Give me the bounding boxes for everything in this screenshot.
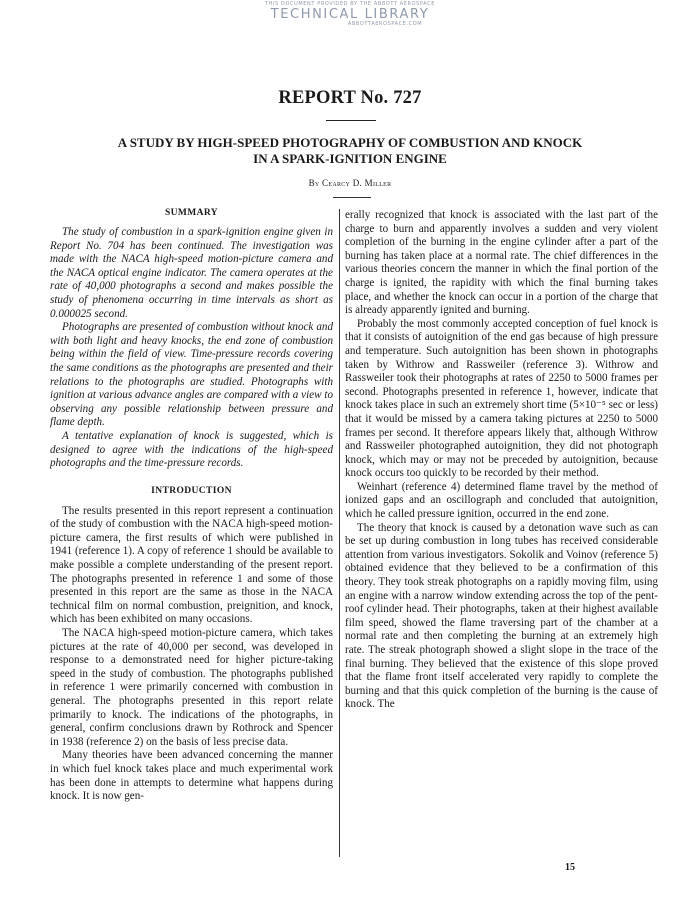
left-column bbox=[50, 207, 333, 804]
body-paragraph: The NACA high-speed motion-picture camera, which takes pictures at the rate of 40,000 per second, was developed in response to a demonstrated need for higher picture-taking speed in the study of combustion. The photographs published in reference 1 were primarily concerned with combustion in general. The photographs presented in this report relate primarily to knock. The indications of the photographs, in general, confirm conclusions drawn by Rothrock and Spencer in 1938 (reference 2) on the basis of less precise data. bbox=[50, 627, 333, 748]
watermark-url: ABBOTTAEROSPACE.COM bbox=[347, 21, 423, 27]
body-paragraph: Probably the most commonly accepted conception of fuel knock is that it consists of autoignition of the end gas because of high pressure and temperature. Such autoignition has been shown in photographs taken by Withrow and Rassweiler (reference 3). Withrow and Rassweiler took their photographs at rates of 2250 to 5000 frames per second. Photographs presented in reference 1, however, indicate that knock takes place in such an extremely short time (5×10⁻⁵ sec or less) that it would be missed by a camera taking pictures at 2250 to 5000 frames per second. It therefore appears likely that, although Withrow and Rassweiler photographed autoignition, they did not photograph knock, which may or may not be preceded by autoignition, because knock occurs too quickly to be recorded by their method. bbox=[345, 317, 658, 480]
summary-paragraph: The study of combustion in a spark-ignition engine given in Report No. 704 has been continued. The investigation was made with the NACA high-speed motion-picture camera and the NACA optical engine indicator. The camera operates at the rate of 40,000 photographs a second and makes possible the study of phenomena occurring in time intervals as short as 0.000025 second. bbox=[50, 226, 333, 320]
author-byline: By Cearcy D. Miller bbox=[308, 178, 392, 188]
column-divider bbox=[339, 209, 340, 857]
column-top-rule bbox=[333, 197, 371, 198]
report-number: REPORT No. 727 bbox=[278, 88, 422, 108]
summary-paragraph: A tentative explanation of knock is suggested, which is designed to agree with the indications of the high-speed photographs and the time-pressure records. bbox=[50, 429, 333, 470]
summary-paragraph: Photographs are presented of combustion without knock and with both light and heavy knocks, the end zone of combustion being within the field of view. Time-pressure records covering the same conditions as the photographs are presented and their relations to the photographs are studied. Photographs with ignition at various advance angles are compared with a view to observing any possible relationship between pressure and flame depth. bbox=[50, 321, 333, 429]
summary-heading: SUMMARY bbox=[164, 208, 219, 218]
title-divider bbox=[326, 120, 376, 121]
paper-title bbox=[0, 135, 700, 167]
watermark-provider-line: THIS DOCUMENT PROVIDED BY THE ABBOTT AEROSPACE bbox=[264, 1, 436, 7]
body-paragraph: Weinhart (reference 4) determined flame travel by the method of ionized gaps and an oscillograph and concluded that autoignition, which he called pressure ignition, occurred in the end zone. bbox=[345, 480, 658, 521]
body-paragraph: Many theories have been advanced concerning the manner in which fuel knock takes place and much experimental work has been done in attempts to determine what happens during knock. It is now gen- bbox=[50, 749, 333, 803]
summary-section bbox=[50, 226, 333, 471]
body-paragraph: erally recognized that knock is associated with the last part of the charge to burn and apparently involves a sudden and very violent completion of the burning in the engine cylinder after a part of the burning has taken place at a normal rate. The chief differences in the various theories concern the manner in which the final portion of the charge is ignited, the rapidity with which the final burning takes place, and whether the knock can occur in a portion of the charge that is already apparently ignited and burning. bbox=[345, 209, 658, 317]
body-paragraph: The theory that knock is caused by a detonation wave such as can be set up during combustion in long tubes has received considerable attention from various investigators. Sokolik and Voinov (reference 5) obtained evidence that they believed to be a confirmation of this theory. They took streak photographs on a rapidly moving film, using an engine with a narrow window extending across the top of the pent-roof cylinder head. Their photographs, taken at their highest available film speed, showed the flame traversing part of the chamber at a normal rate and then completing the burning at an extremely high rate. The streak photograph showed a slight slope in the trace of the final burning. They believed that the existence of this slope proved that the flame front itself accelerated very rapidly to complete the burning and that this quick completion of the burning is the cause of knock. The bbox=[345, 521, 658, 711]
title-line-1: A STUDY BY HIGH-SPEED PHOTOGRAPHY OF COMBUSTION AND KNOCK bbox=[117, 135, 583, 150]
right-column bbox=[345, 209, 658, 712]
body-paragraph: The results presented in this report represent a continuation of the study of combustion with the NACA high-speed motion-picture camera, the first results of which were published in 1941 (reference 1). A copy of reference 1 should be available to make possible a complete understanding of the present report. The photographs presented in reference 1 and some of those presented in this report are the same as those in the NACA technical film on normal combustion, preignition, and knock, which has been exhibited on many occasions. bbox=[50, 504, 333, 626]
title-line-2: IN A SPARK-IGNITION ENGINE bbox=[253, 151, 447, 166]
watermark-logo bbox=[0, 2, 700, 27]
introduction-section-left bbox=[50, 505, 333, 804]
watermark-library-name: TECHNICAL LIBRARY bbox=[270, 7, 430, 22]
introduction-heading: INTRODUCTION bbox=[151, 485, 232, 496]
page-number: 15 bbox=[565, 862, 575, 873]
